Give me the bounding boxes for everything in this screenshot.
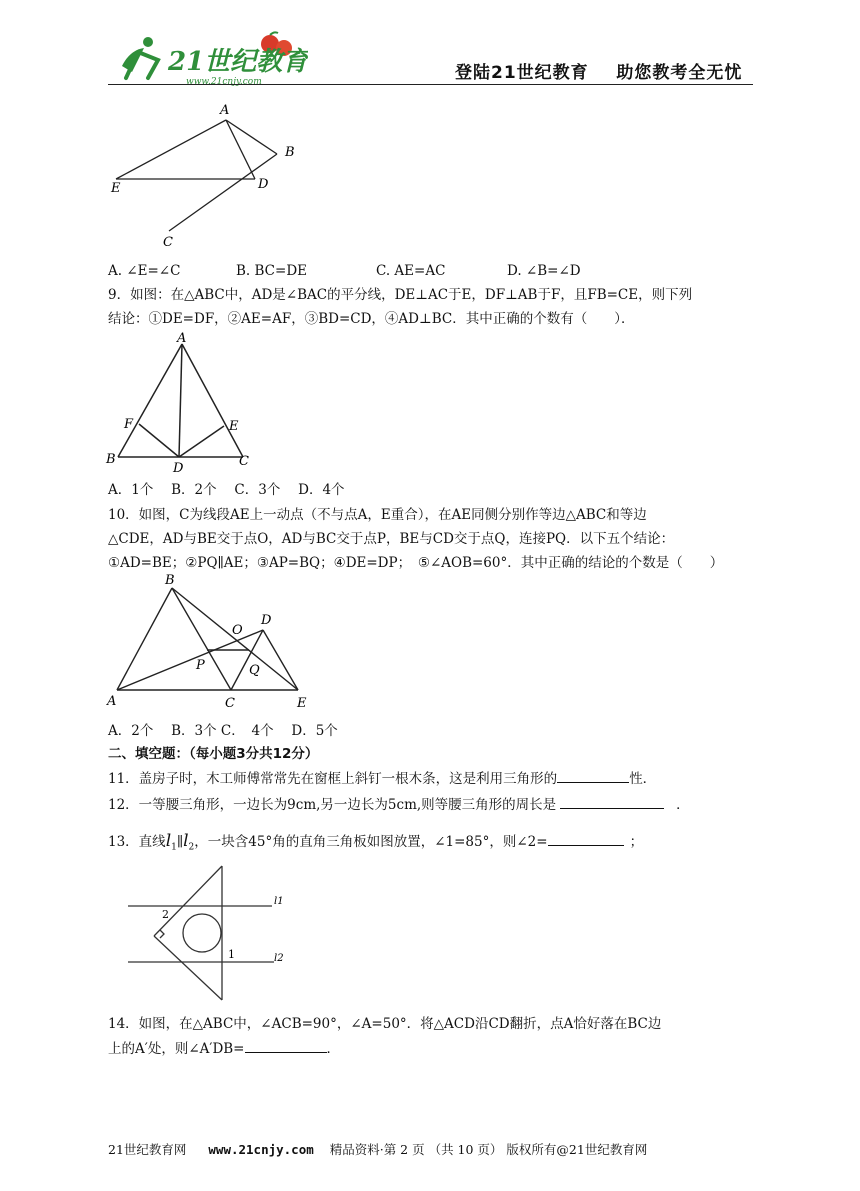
q11-text: 11．盖房子时，木工师傅常常先在窗框上斜钉一根木条，这是利用三角形的: [108, 771, 558, 787]
label-f: F: [124, 417, 134, 432]
label-d: D: [173, 461, 184, 475]
q9-line-2: 结论：①DE=DF，②AE=AF，③BD=CD，④AD⊥BC．其中正确的个数有（ ）．: [108, 311, 635, 327]
label-c: C: [163, 235, 173, 248]
q14-line-1: 14．如图，在△ABC中，∠ACB=90°，∠A=50°．将△ACD沿CD翻折，点A恰好落在BC边: [108, 1016, 662, 1032]
q13-answer-blank[interactable]: [548, 833, 624, 846]
label-p: P: [196, 658, 205, 673]
q13-l1: l: [165, 831, 172, 851]
label-b: B: [165, 573, 175, 588]
footer-left: 21世纪教育网: [108, 1142, 187, 1157]
header-rule: [108, 84, 753, 85]
q14-line-2: [108, 1040, 340, 1058]
figure-q9: [105, 330, 255, 475]
q12-text: 12．一等腰三角形，一边长为9cm,另一边长为5cm,则等腰三角形的周长是: [108, 797, 557, 813]
q8-option-a: A. ∠E=∠C: [108, 263, 181, 279]
site-logo: [108, 30, 308, 86]
q13-l1-sub: 1: [171, 842, 177, 853]
q9-line-1: 9．如图：在△ABC中，AD是∠BAC的平分线，DE⊥AC于E，DF⊥AB于F，且FB=CE，则下列: [108, 287, 693, 303]
q11-suffix: 性．: [629, 771, 657, 787]
label-l1: l1: [274, 896, 284, 907]
label-e: E: [111, 181, 121, 196]
q13-l2: l: [183, 831, 189, 851]
logo-url: www.21cnjy.com: [186, 77, 262, 86]
label-c: C: [225, 696, 235, 710]
q13-text: ，一块含45°角的直角三角板如图放置，∠1=85°，则∠2=: [194, 834, 548, 850]
q13-l2-sub: 2: [188, 842, 195, 853]
label-a: A: [177, 331, 187, 346]
footer-right: 精品资料·第 2 页 （共 10 页） 版权所有@21世纪教育网: [329, 1142, 648, 1157]
header-slogan: 登陆21世纪教育 助您教考全无忧: [455, 63, 743, 83]
q12-answer-blank[interactable]: [560, 796, 664, 809]
label-angle-2: 2: [162, 908, 169, 921]
q11-answer-blank[interactable]: [557, 770, 629, 783]
q8-option-d: D. ∠B=∠D: [507, 263, 581, 279]
q14-line-2-text: 上的A′处，则∠A′DB=: [108, 1041, 245, 1057]
label-angle-1: 1: [228, 948, 235, 961]
footer: [108, 1140, 647, 1158]
logo-text: 21世纪教育: [168, 47, 308, 77]
label-b: B: [106, 452, 116, 467]
label-a: A: [220, 103, 230, 118]
q8-option-b: B. BC=DE: [236, 263, 307, 279]
label-d: D: [258, 177, 269, 192]
section-title: 二、填空题：（每小题3分共12分）: [108, 746, 319, 762]
q12-suffix: ．: [676, 797, 690, 813]
label-e: E: [297, 696, 307, 710]
label-e: E: [229, 419, 239, 434]
q8-option-c: C. AE=AC: [376, 263, 446, 279]
figure-q13: [122, 858, 297, 1008]
q12: [108, 796, 690, 814]
q11: [108, 770, 656, 788]
footer-url-link[interactable]: www.21cnjy.com: [208, 1142, 314, 1157]
q13-suffix: ；: [629, 834, 644, 850]
label-a: A: [107, 694, 117, 709]
q14-suffix: ．: [326, 1041, 340, 1057]
q14-answer-blank[interactable]: [245, 1040, 327, 1053]
q13-parallel: ∥: [176, 834, 184, 850]
q9-options: A．1个 B．2个 C．3个 D．4个: [108, 482, 345, 498]
figure-q8: [105, 98, 305, 248]
q10-line-3: ①AD=BE；②PQ∥AE；③AP=BQ；④DE=DP； ⑤∠AOB=60°．其中正确的结论的个数是（ ）: [108, 555, 724, 571]
label-b: B: [285, 145, 295, 160]
q10-options: A．2个 B．3个 C． 4个 D．5个: [108, 723, 338, 739]
figure-q10: [105, 570, 325, 710]
label-o: O: [232, 623, 243, 638]
q10-line-1: 10．如图，C为线段AE上一动点（不与点A，E重合），在AE同侧分别作等边△ABC和等边: [108, 507, 647, 523]
q10-line-2: △CDE，AD与BE交于点O，AD与BC交于点P，BE与CD交于点Q，连接PQ．以下五个结论：: [108, 531, 675, 547]
label-q: Q: [249, 663, 260, 678]
label-l2: l2: [274, 953, 284, 964]
q13: [108, 832, 643, 857]
q13-prefix: 13．直线: [108, 834, 166, 850]
label-c: C: [239, 454, 249, 469]
label-d: D: [261, 613, 272, 628]
